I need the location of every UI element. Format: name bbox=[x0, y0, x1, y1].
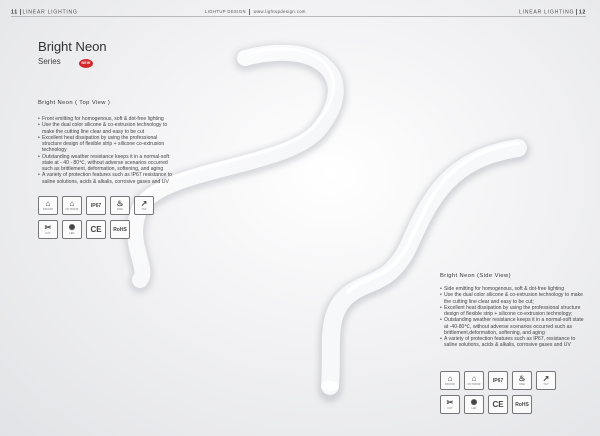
side-view-icons bbox=[440, 371, 556, 414]
fire-icon bbox=[512, 371, 532, 390]
feature-bullet: • Use the dual color silicone & co-extrusion technology to make the cutting line clear and easy to be cut; bbox=[440, 292, 586, 305]
icon-glyph: ⌂ bbox=[45, 199, 51, 208]
icon-caption: OUTDOOR bbox=[65, 208, 79, 211]
icon-glyph: ♨ bbox=[518, 374, 526, 383]
icon-caption: INDOOR bbox=[42, 208, 54, 211]
icon-caption: TILT bbox=[543, 383, 549, 386]
icon-caption: OUTDOOR bbox=[467, 383, 481, 386]
neon-strip-side-view bbox=[330, 148, 518, 386]
outdoor-icon bbox=[62, 196, 82, 215]
outdoor-icon bbox=[464, 371, 484, 390]
icon-glyph: ↗ bbox=[140, 199, 148, 208]
header-separator bbox=[20, 9, 21, 15]
led-icon bbox=[62, 220, 82, 239]
side-view-title: Bright Neon (Side View) bbox=[440, 273, 511, 279]
rohs-icon bbox=[512, 395, 532, 414]
icon-glyph: ✺ bbox=[68, 223, 76, 232]
new-badge: NEW bbox=[79, 59, 93, 68]
ip67-icon bbox=[488, 371, 508, 390]
feature-bullet: • Excellent heat dissipation by using the professional structure design of flexible strip + silicone co-extrusion technology; bbox=[440, 305, 586, 318]
home-icon bbox=[38, 196, 58, 215]
header-separator bbox=[576, 9, 577, 15]
feature-bullet: • Excellent heat dissipation by using the professional structure design of flexible strip + silicone co-extrusion technology bbox=[38, 135, 176, 154]
rohs-icon bbox=[110, 220, 130, 239]
home-icon bbox=[440, 371, 460, 390]
icon-glyph: IP67 bbox=[90, 202, 102, 209]
tiltable-icon bbox=[134, 196, 154, 215]
icon-glyph: ✺ bbox=[470, 398, 478, 407]
right-page-header bbox=[519, 9, 586, 15]
side-view-features bbox=[440, 286, 586, 349]
icon-glyph: CE bbox=[90, 224, 102, 234]
icon-glyph: ↗ bbox=[542, 374, 550, 383]
icon-glyph: ✂ bbox=[44, 223, 52, 232]
product-title: Bright Neon bbox=[38, 39, 107, 54]
fire-icon bbox=[110, 196, 130, 215]
icon-glyph: RoHS bbox=[515, 401, 529, 408]
icon-caption: FIRE bbox=[519, 383, 525, 386]
icon-caption: FIRE bbox=[117, 208, 123, 211]
right-header-rule bbox=[300, 16, 586, 17]
icon-caption: TILT bbox=[141, 208, 147, 211]
icon-glyph: ⌂ bbox=[471, 374, 477, 383]
left-header-rule bbox=[11, 16, 300, 17]
icon-glyph: RoHS bbox=[113, 226, 127, 233]
led-icon bbox=[464, 395, 484, 414]
icon-glyph: IP67 bbox=[492, 377, 504, 384]
ip67-icon bbox=[86, 196, 106, 215]
header-brand bbox=[205, 9, 306, 15]
icon-glyph: CE bbox=[492, 399, 504, 409]
tiltable-icon bbox=[536, 371, 556, 390]
icon-glyph: ✂ bbox=[446, 398, 454, 407]
icon-caption: CUT bbox=[447, 407, 453, 410]
top-view-features bbox=[38, 116, 176, 185]
icon-caption: CUT bbox=[45, 232, 51, 235]
brand-website: www.lightupdesign.com bbox=[253, 9, 306, 15]
left-page-number: 11 bbox=[11, 9, 18, 16]
icon-glyph: ⌂ bbox=[69, 199, 75, 208]
icon-glyph: ⌂ bbox=[447, 374, 453, 383]
feature-bullet: • Outstanding weather resistance keeps it in a normal-soft state at - 40 - 80℃, without adverse scenarios occurred such as brittlement, deformation, softening, and aging bbox=[38, 154, 176, 173]
feature-bullet: • Use the dual color silicone & co-extrusion technology to make the cutting line clear and easy to be cut bbox=[38, 122, 176, 135]
cuttable-icon bbox=[38, 220, 58, 239]
header-separator bbox=[249, 9, 250, 15]
top-view-title: Bright Neon ( Top View ) bbox=[38, 100, 111, 106]
feature-bullet: • Side emitting for homogenous, soft & dot-free lighting bbox=[440, 286, 586, 292]
icon-caption: INDOOR bbox=[444, 383, 456, 386]
icon-glyph: ♨ bbox=[116, 199, 124, 208]
left-section-name: LINEAR LIGHTING bbox=[22, 9, 78, 16]
ce-icon bbox=[86, 220, 106, 239]
feature-bullet: • Front emitting for homogenous, soft & dot-free lighting bbox=[38, 116, 176, 122]
feature-bullet: • A variety of protection features such as IP67, resistance to saline solutions, acids & alkalis, corrosive gases and UV bbox=[440, 336, 586, 349]
icon-caption: LED bbox=[69, 232, 75, 235]
icon-caption: LED bbox=[471, 407, 477, 410]
top-view-icons bbox=[38, 196, 154, 239]
ce-icon bbox=[488, 395, 508, 414]
cuttable-icon bbox=[440, 395, 460, 414]
feature-bullet: • A variety of protection features such as IP67 resistance to saline solutions, acids & alkalis, corrosive gases and UV bbox=[38, 172, 176, 185]
feature-bullet: • Outstanding weather resistance keeps it in a normal-soft state at -40-80℃, without adverse scenarios occurred such as brittlement,deformation, softening, and aging bbox=[440, 317, 586, 336]
brand-name: LIGHTUP DESIGN bbox=[205, 9, 246, 15]
right-section-name: LINEAR LIGHTING bbox=[519, 9, 575, 16]
left-page-header bbox=[11, 9, 78, 15]
right-page-number: 12 bbox=[578, 9, 586, 16]
product-subtitle: Series bbox=[38, 57, 61, 66]
